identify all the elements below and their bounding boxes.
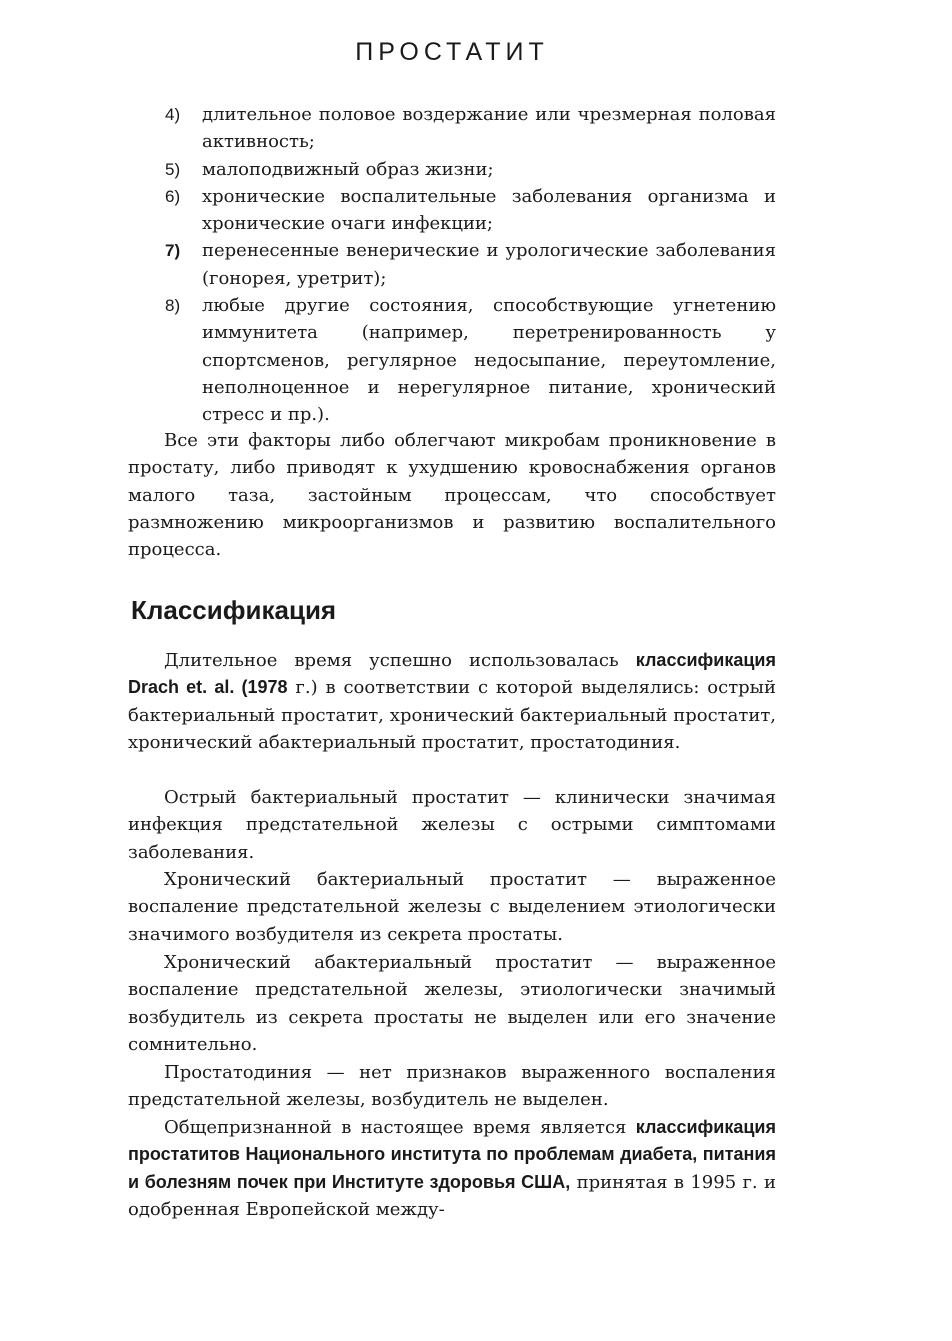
nih-classification-paragraph — [128, 1114, 776, 1223]
bold-term: классификация Drach et. al. (1978 — [128, 650, 776, 698]
list-item-number: 5) — [165, 159, 181, 179]
running-head: ПРОСТАТИТ — [355, 38, 549, 66]
list-item-text: перенесенные венерические и урологические заболевания (гонорея, уретрит); — [202, 240, 776, 289]
prostatodynia-paragraph: Простатодиния — нет признаков выраженного воспаления предстательной железы, возбудитель не выделен. — [128, 1062, 776, 1111]
bold-term: классификация простатитов Национального института по проблемам диабета, питания и болезням почек при Институте здоровья США, — [128, 1117, 776, 1192]
list-item-text: длительное половое воздержание или чрезмерная половая активность; — [202, 104, 776, 153]
acute-bacterial-paragraph: Острый бактериальный простатит — клинически значимая инфекция предстательной железы с острыми симптомами заболевания. — [128, 787, 776, 863]
paragraph-text: принятая в 1995 г. и одобренная Европейской между- — [128, 1171, 776, 1220]
section-heading: Классификация — [131, 595, 337, 625]
paragraph-text: г.) в соответствии с которой выделялись: острый бактериальный простатит, хронический бактериальный простатит, хронический абактериальный простатит, простатодиния. — [128, 677, 776, 753]
list-item-number: 6) — [165, 186, 181, 206]
chronic-bacterial-paragraph: Хронический бактериальный простатит — выраженное воспаление предстательной железы с выделением этиологически значимого возбудителя из секрета простаты. — [128, 869, 776, 945]
list-item — [128, 237, 776, 292]
list-item — [128, 292, 776, 428]
paragraph-text: Длительное время успешно использовалась — [164, 650, 636, 671]
list-item-text: малоподвижный образ жизни; — [202, 158, 494, 180]
drach-classification-paragraph — [128, 647, 776, 756]
list-item-number: 4) — [165, 105, 181, 124]
list-item — [128, 101, 776, 156]
chronic-abacterial-paragraph: Хронический абактериальный простатит — выраженное воспаление предстательной железы, этиологически значимый возбудитель из секрета простаты не выделен или его значение сомнительно. — [128, 952, 776, 1055]
list-item-number: 7) — [165, 241, 181, 261]
factors-summary-paragraph: Все эти факторы либо облегчают микробам проникновение в простату, либо приводят к ухудшению кровоснабжения органов малого таза, застойным процессам, что способствует размножению микроорганизмов и развитию воспалительного процесса. — [128, 430, 776, 561]
paragraph-text: Общепризнанной в настоящее время является — [164, 1117, 636, 1138]
list-item-text: хронические воспалительные заболевания организма и хронические очаги инфекции; — [202, 185, 776, 235]
list-item-text: любые другие состояния, способствующие угнетению иммунитета (например, перетренированность у спортсменов, регулярное недосыпание, переутомление, неполноценное и нерегулярное питание, хронический стресс и пр.). — [202, 295, 776, 426]
risk-factor-list — [128, 101, 776, 429]
list-item-number: 8) — [165, 296, 181, 316]
list-item — [128, 183, 776, 238]
list-item — [128, 156, 776, 183]
